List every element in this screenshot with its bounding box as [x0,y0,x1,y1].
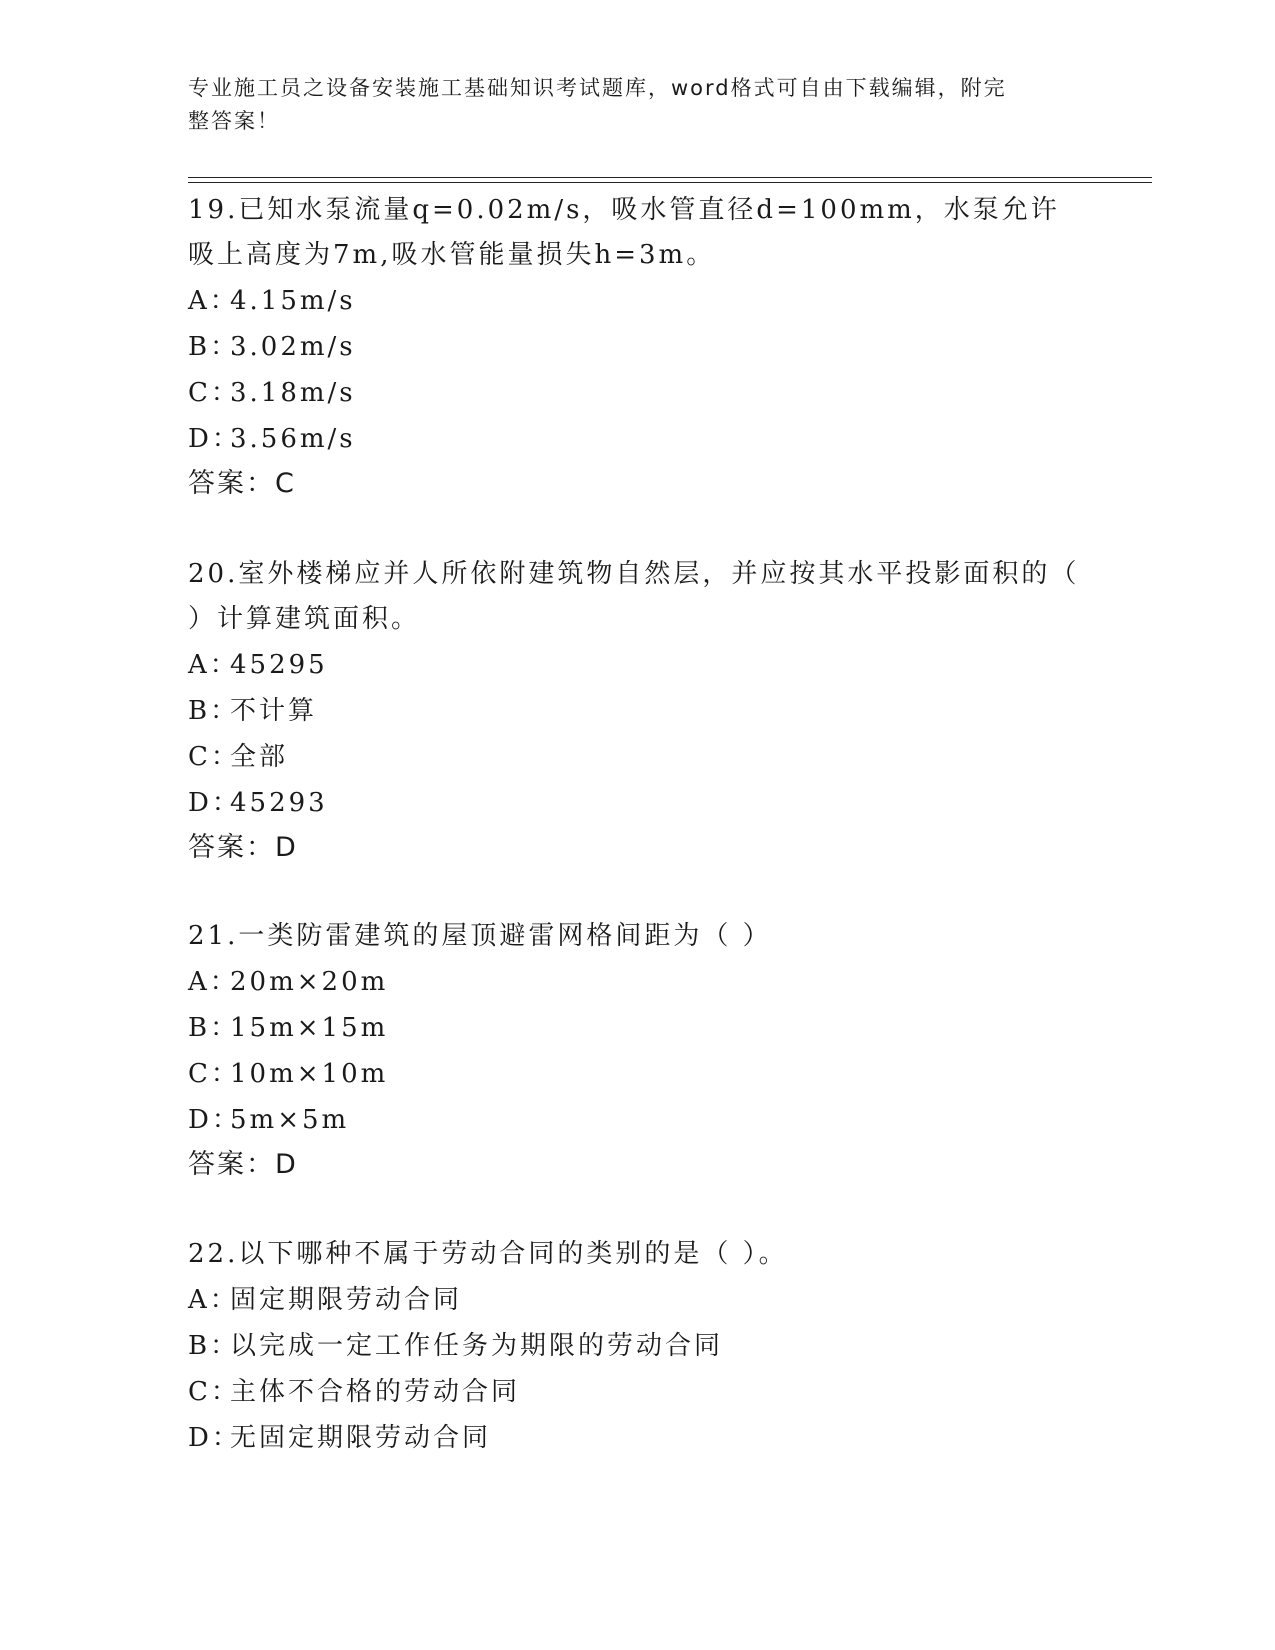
option-text: 3.56m/s [230,424,356,454]
option-text: 45293 [230,788,328,818]
option-letter: A： [188,967,239,997]
option-letter: B： [188,1013,240,1043]
option-c [188,1369,1088,1415]
option-text: 无固定期限劳动合同 [230,1423,492,1453]
option-letter: D： [188,1105,241,1135]
option-letter: B： [188,332,240,362]
question-20 [188,552,1088,870]
answer-line: 答案：C [188,468,296,499]
option-letter: A： [188,650,239,680]
option-b [188,1005,1088,1051]
option-text: 3.02m/s [230,332,356,362]
option-letter: C： [188,1059,240,1089]
question-stem: 22.以下哪种不属于劳动合同的类别的是（ ）。 [188,1239,788,1269]
option-text: 45295 [230,650,328,680]
option-c [188,1051,1088,1097]
option-b [188,324,1088,370]
option-d [188,416,1088,462]
option-c [188,734,1088,780]
header-divider-bottom [188,182,1152,183]
question-stem: 21.一类防雷建筑的屋顶避雷网格间距为（ ） [188,921,772,951]
question-stem: 20.室外楼梯应并人所依附建筑物自然层，并应按其水平投影面积的（ ）计算建筑面积。 [188,559,1080,634]
answer-line: 答案：D [188,832,298,863]
option-text: 3.18m/s [230,378,356,408]
option-letter: A： [188,1285,239,1315]
option-text: 5m×5m [230,1105,350,1135]
option-letter: C： [188,378,240,408]
option-a [188,278,1088,324]
option-letter: D： [188,788,241,818]
option-a [188,959,1088,1005]
header-line-2: 整答案！ [188,109,280,133]
option-text: 固定期限劳动合同 [230,1285,463,1315]
question-stem: 19.已知水泵流量q=0.02m/s，吸水管直径d=100mm，水泵允许吸上高度为7m,吸水管能量损失h=3m。 [188,195,1060,270]
option-d [188,780,1088,826]
question-22 [188,1232,1088,1461]
option-letter: B： [188,696,240,726]
option-d [188,1415,1088,1461]
answer-line: 答案：D [188,1149,298,1180]
option-letter: D： [188,424,241,454]
option-letter: C： [188,742,240,772]
option-letter: D： [188,1423,241,1453]
option-text: 全部 [230,742,289,772]
option-b [188,688,1088,734]
option-a [188,1277,1088,1323]
question-19 [188,188,1088,506]
option-a [188,642,1088,688]
question-21 [188,914,1088,1187]
option-d [188,1097,1088,1143]
option-letter: A： [188,286,239,316]
option-text: 不计算 [230,696,318,726]
option-c [188,370,1088,416]
option-text: 15m×15m [230,1013,389,1043]
option-b [188,1323,1088,1369]
option-text: 20m×20m [230,967,389,997]
header-divider-top [188,177,1152,178]
document-header [188,72,1068,138]
option-text: 4.15m/s [230,286,356,316]
option-text: 10m×10m [230,1059,389,1089]
option-text: 主体不合格的劳动合同 [230,1377,521,1407]
option-letter: B： [188,1331,240,1361]
option-text: 以完成一定工作任务为期限的劳动合同 [230,1331,724,1361]
option-letter: C： [188,1377,240,1407]
header-line-1: 专业施工员之设备安装施工基础知识考试题库，word格式可自由下载编辑，附完 [188,76,1007,100]
